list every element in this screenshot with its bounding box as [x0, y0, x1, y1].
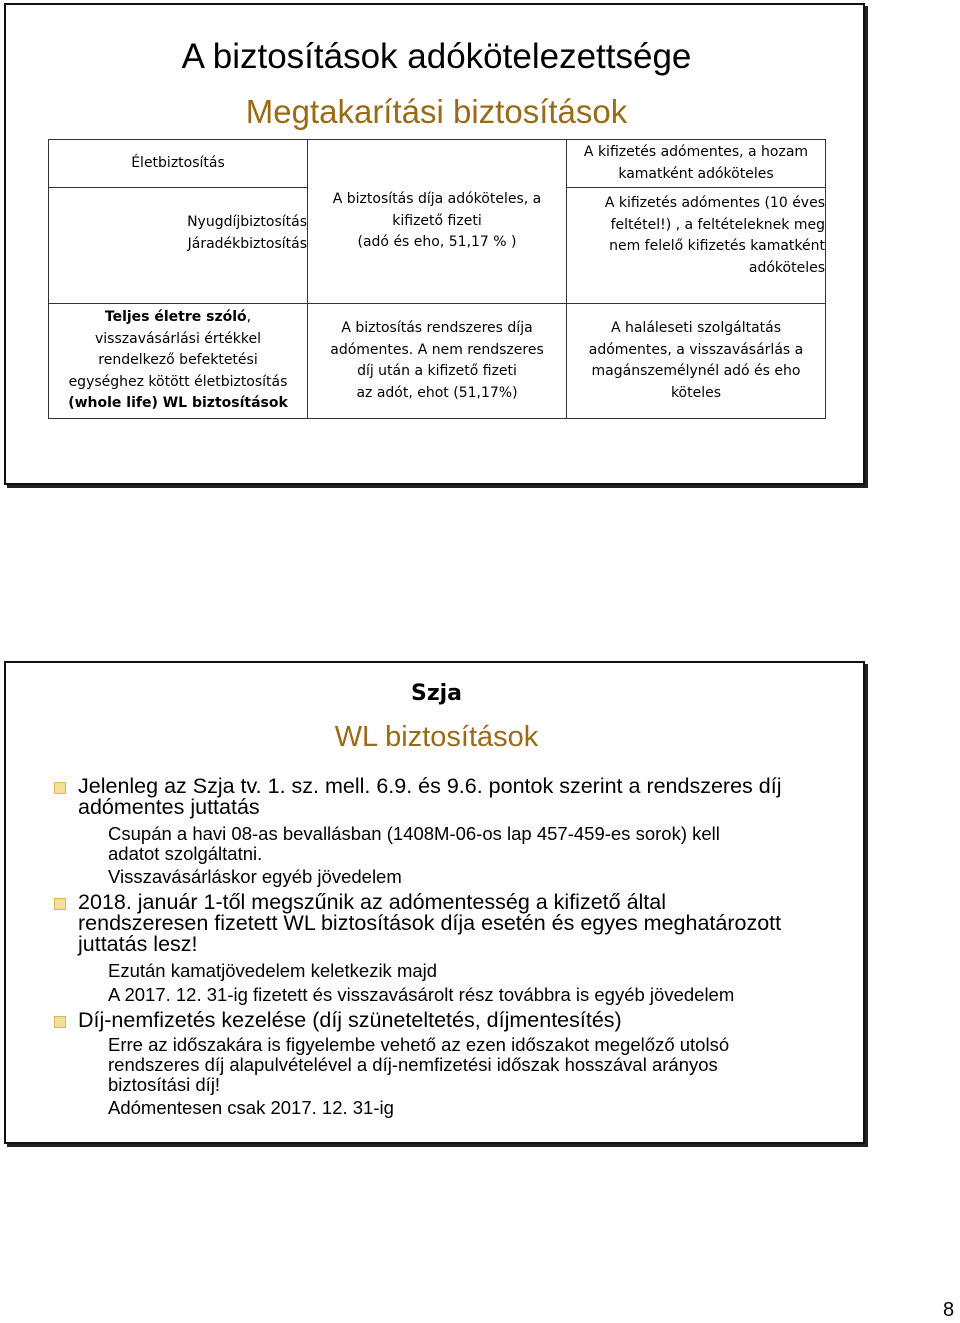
cell-line: magánszemélynél adó és eho — [591, 363, 801, 379]
text-line: Jelenleg az Szja tv. 1. sz. mell. 6.9. és 9.6. pontok szerint a rendszeres díj — [78, 774, 782, 798]
text-line: Csupán a havi 08-as bevallásban (1408M-06-os lap 457-459-es sorok) kell — [108, 823, 720, 844]
slide-subtitle: WL biztosítások — [334, 721, 539, 753]
cell-line: nem felelő kifizetés kamatként — [609, 238, 825, 254]
cell-line: feltétel!) , a feltételeknek meg — [610, 216, 825, 233]
text-line: juttatás lesz! — [78, 932, 198, 956]
table-cell-wl-premium — [308, 304, 567, 419]
cell-line: adóköteles — [748, 259, 825, 276]
bullet-icon — [54, 1016, 66, 1028]
bullet-icon — [54, 782, 66, 794]
sub-item-nonpayment-period — [108, 1035, 828, 1095]
text-line: rendszeresen fizetett WL biztosítások díja esetén és egyes meghatározott — [78, 911, 782, 935]
bullet-item-2018-change — [78, 892, 848, 955]
table-cell-wl-payout — [567, 304, 826, 419]
table-cell-wl-insurance — [49, 304, 308, 419]
cell-line — [55, 307, 301, 329]
sub-item-tax-free-until: Adómentesen csak 2017. 12. 31-ig — [108, 1097, 394, 1118]
bold-text: Teljes életre szóló — [104, 309, 247, 326]
insurance-table — [48, 139, 826, 419]
text-line: 2018. január 1-től megszűnik az adómentesség a kifizető által — [78, 890, 667, 914]
cell-line: adómentes, a visszavásárlás a — [588, 341, 804, 358]
bullet-item-nonpayment: Díj-nemfizetés kezelése (díj szüneteltetés, díjmentesítés) — [78, 1008, 622, 1032]
payout-condition-note — [567, 188, 825, 303]
cell-line: A biztosítás rendszeres díja — [341, 320, 533, 336]
annuity-insurance-label: Járadékbiztosítás — [187, 235, 307, 252]
cell-line: kifizető fizeti — [392, 212, 482, 229]
text-line: biztosítási díj! — [108, 1074, 221, 1095]
pension-annuity-label — [49, 188, 307, 303]
cell-line: (whole life) WL biztosítások — [68, 395, 288, 412]
slide-title: A biztosítások adókötelezettsége — [181, 37, 692, 76]
slide-subtitle: Megtakarítási biztosítások — [245, 93, 628, 130]
slide-tax-obligations — [4, 3, 865, 485]
cell-text: , — [246, 309, 252, 326]
cell-line: adómentes. A nem rendszeres — [330, 341, 544, 358]
cell-line: A biztosítás díja adóköteles, a — [332, 191, 542, 208]
table-cell-payout-tax — [567, 140, 826, 304]
table-row — [49, 140, 826, 304]
table-row — [49, 304, 826, 419]
sub-item-interest: Ezután kamatjövedelem keletkezik majd — [108, 960, 438, 981]
cell-line: egységhez kötött életbiztosítás — [68, 373, 288, 390]
slide-heading: Szja — [410, 681, 463, 706]
table-cell-insurance-types — [49, 140, 308, 304]
cell-line: rendelkező befektetési — [98, 352, 258, 369]
cell-line: A kifizetés adómentes, a hozam — [583, 144, 809, 160]
cell-line: A kifizetés adómentes (10 éves — [604, 195, 825, 211]
cell-line: díj után a kifizető fizeti — [357, 363, 517, 379]
cell-line: köteles — [670, 384, 722, 401]
table-cell-premium-tax — [308, 140, 567, 304]
sub-item-reporting — [108, 824, 828, 864]
cell-line: (adó és eho, 51,17 % ) — [357, 234, 517, 251]
cell-line: visszavásárlási értékkel — [95, 330, 261, 347]
life-insurance-label: Életbiztosítás — [49, 140, 307, 188]
text-line: rendszeres díj alapulvételével a díj-nemfizetési időszak hosszával arányos — [108, 1054, 718, 1075]
text-line: adatot szolgáltatni. — [108, 843, 263, 864]
text-line: Erre az időszakára is figyelembe vehető az ezen időszakot megelőző utolsó — [108, 1034, 730, 1055]
slide-szja-wl — [4, 661, 865, 1144]
cell-line: az adót, ehot (51,17%) — [356, 384, 518, 401]
cell-line: kamatként adóköteles — [618, 165, 774, 182]
text-line: adómentes juttatás — [78, 795, 260, 819]
sub-item-until-2017: A 2017. 12. 31-ig fizetett és visszavásárolt rész továbbra is egyéb jövedelem — [108, 984, 735, 1005]
page-number: 8 — [943, 1299, 955, 1321]
sub-item-surrender: Visszavásárláskor egyéb jövedelem — [108, 866, 402, 887]
payout-yield-note — [567, 140, 825, 188]
bullet-icon — [54, 898, 66, 910]
cell-line: A haláleseti szolgáltatás — [610, 320, 782, 336]
pension-insurance-label: Nyugdíjbiztosítás — [187, 214, 307, 230]
bullet-item-current-rule — [78, 776, 848, 818]
